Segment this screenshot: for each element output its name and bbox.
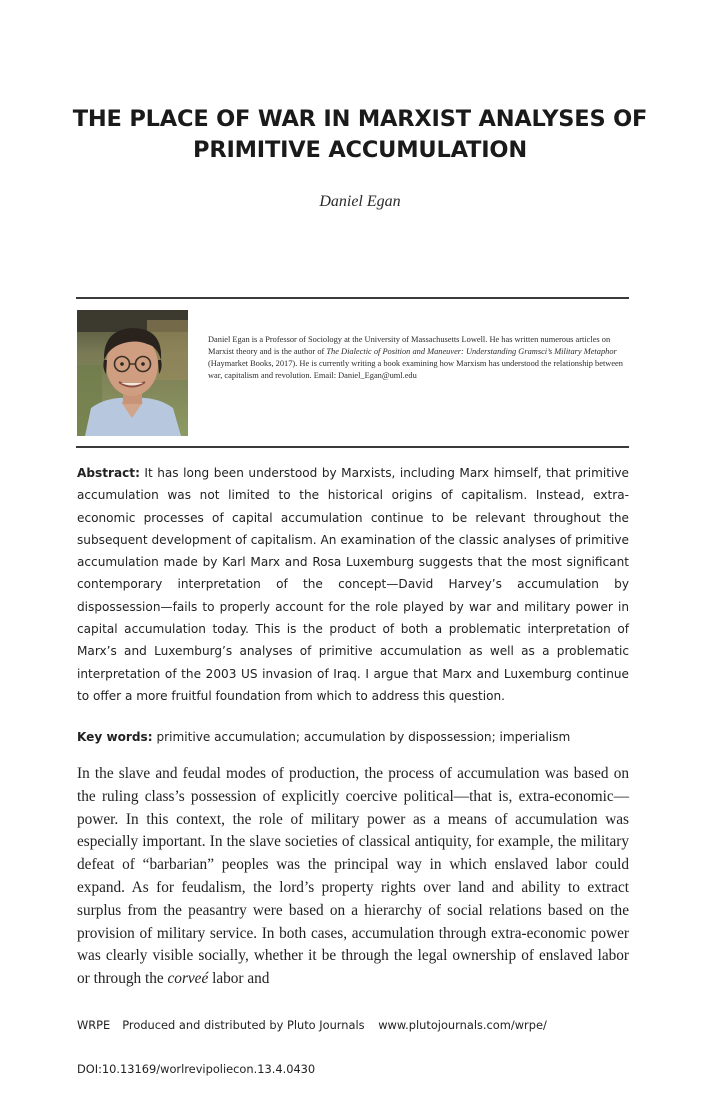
- footer-url[interactable]: www.plutojournals.com/wrpe/: [378, 1018, 547, 1032]
- keywords: [77, 727, 629, 747]
- page-footer: [77, 1018, 637, 1032]
- abstract-text: It has long been understood by Marxists, including Marx himself, that primitive accumulation was not limited to the historical origins of capitalism. Instead, extra-economic processes of capital accumulation continue to be relevant throughout the subsequent development of capitalism. An examination of the classic analyses of primitive accumulation made by Karl Marx and Rosa Luxemburg suggests that the most significant contemporary interpretation of the concept—David Harvey’s accumulation by dispossession—fails to properly account for the role played by war and military power in capital accumulation today. This is the product of both a problematic interpretation of Marx’s and Luxemburg’s analyses of primitive accumulation as well as a problematic interpretation of the 2003 US invasion of Iraq. I argue that Marx and Luxemburg continue to offer a more fruitful foundation from which to address this question.: [77, 466, 629, 703]
- body-text-end: labor and: [208, 970, 270, 988]
- body-paragraph: [77, 763, 629, 991]
- article-title: THE PLACE OF WAR IN MARXIST ANALYSES OF PRIMITIVE ACCUMULATION: [72, 106, 648, 163]
- keywords-label: Key words:: [77, 730, 153, 744]
- bio-book-title: The Dialectic of Position and Maneuver: Understanding Gramsci’s Military Metaphor: [326, 347, 617, 357]
- body-text-main: In the slave and feudal modes of production, the process of accumulation was based on the ruling class’s possession of explicitly coercive political—that is, extra-economic—power. In this context, the role of military power as a means of accumulation was especially important. In the slave societies of classical antiquity, for example, the military defeat of “barbarian” peoples was the principal way in which enslaved labor could expand. As for feudalism, the lord’s property rights over land and ability to extract surplus from the peasantry were based on a hierarchy of social relations based on the provision of military service. In both cases, accumulation through extra-economic power was clearly visible socially, whether it be through the legal ownership of enslaved labor or through the: [77, 765, 629, 988]
- footer-distribution: Produced and distributed by Pluto Journals: [122, 1018, 365, 1032]
- footer-doi: DOI:10.13169/worlrevipoliecon.13.4.0430: [77, 1062, 316, 1076]
- footer-journal: WRPE: [77, 1018, 111, 1032]
- top-divider: [76, 297, 629, 299]
- author-bio: [208, 334, 628, 382]
- abstract: [77, 462, 629, 707]
- author-portrait-image: [77, 310, 188, 436]
- bottom-divider: [76, 446, 629, 448]
- bio-text-part1: Daniel Egan is a Professor of Sociology at the University of Massachusetts Lowell. He has written numerous articles on Marxist theory and is the author of: [208, 335, 611, 357]
- body-italic-term: corveé: [167, 970, 209, 988]
- bio-text-part2: (Haymarket Books, 2017). He is currently writing a book examining how Marxism has understood the relationship between war, capitalism and revolution. Email: Daniel_Egan@uml.edu: [208, 359, 623, 381]
- author-photo: [77, 310, 188, 436]
- keywords-text: primitive accumulation; accumulation by dispossession; imperialism: [156, 730, 571, 744]
- abstract-label: Abstract:: [77, 466, 140, 480]
- article-author: Daniel Egan: [319, 193, 401, 210]
